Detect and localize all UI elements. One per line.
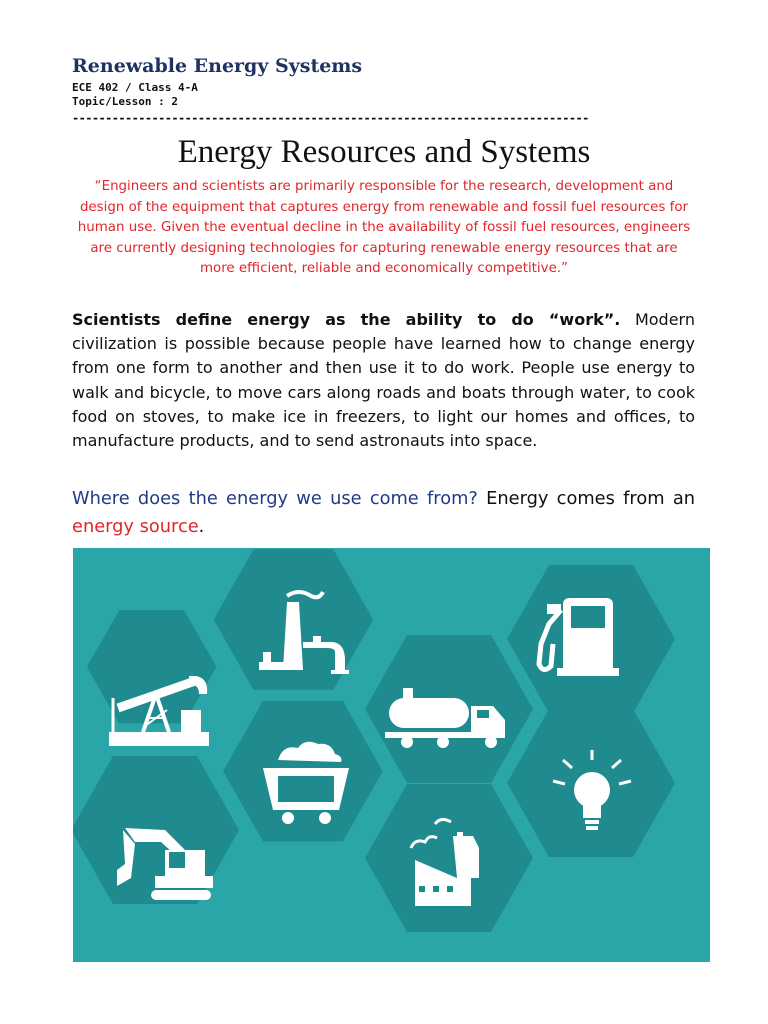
energy-source-term: energy source [72,516,199,537]
energy-sources-illustration [73,548,710,962]
topic-lesson: Topic/Lesson : 2 [72,95,178,108]
hexagon-grid [73,548,710,962]
energy-source-question [72,485,695,541]
question-text: Where does the energy we use come from? [72,488,478,509]
page-title: Energy Resources and Systems [177,134,591,170]
course-code: ECE 402 / Class 4-A [72,81,198,94]
energy-definition-paragraph [72,308,695,453]
definition-lead: Scientists define energy as the ability to do “work”. [72,310,621,329]
answer-end: . [198,516,205,537]
course-title: Renewable Energy Systems [72,55,363,77]
hexagon [365,784,533,932]
answer-text: Energy comes from an [477,488,695,509]
intro-quote: “Engineers and scientists are primarily responsible for the research, development and design of the equipment that captures energy from renewable and fossil fuel resources for human use. Given the eventual decline in the availability of fossil fuel resources, engineers are currently designing technologies for capturing renewable energy resources that are more efficient, reliable and economically competitive.” [77,179,691,276]
header-divider: ------------------------------------------------------------------------------ [72,111,589,125]
definition-body: Modern civilization is possible because people have learned how to change energy from one form to another and then use it to do work. People use energy to walk and bicycle, to move cars along roads and boats through water, to cook food on stoves, to make ice in freezers, to light our homes and offices, to manufacture products, and to send astronauts into space. [72,310,695,451]
